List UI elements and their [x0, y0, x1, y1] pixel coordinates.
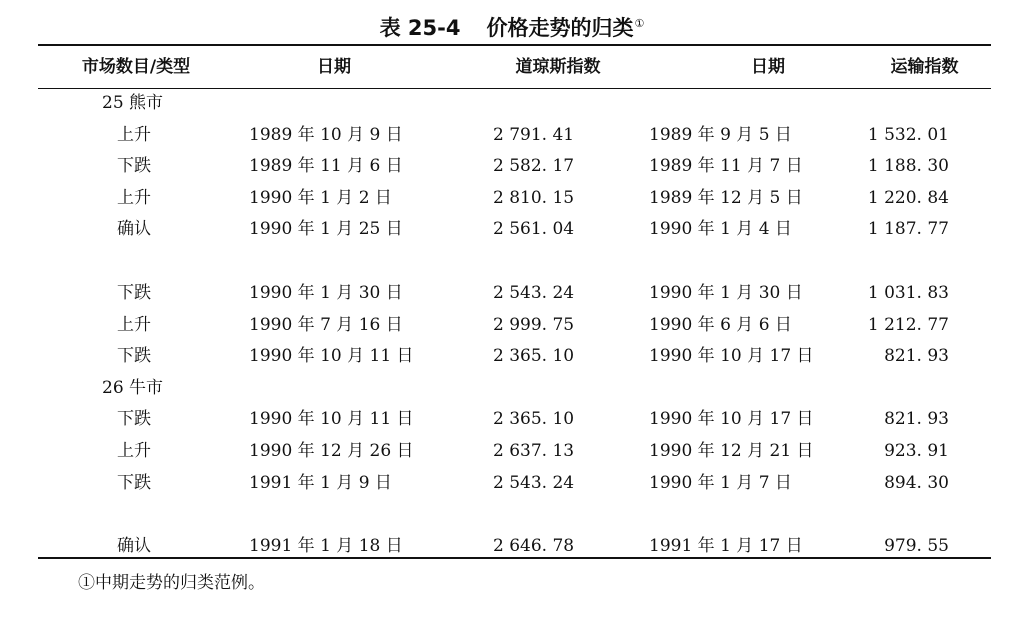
transport-date: 1990 年 1 月 4 日: [649, 219, 792, 240]
footnote-marker: ①: [634, 17, 645, 30]
trend-type: 上升: [117, 187, 151, 208]
transport-index: 821. 93: [884, 346, 949, 367]
transport-date: 1990 年 1 月 7 日: [649, 472, 792, 493]
table-group-row: [38, 373, 991, 405]
trend-type: 上升: [117, 124, 151, 145]
header-dow-date: 日期: [317, 57, 351, 77]
dow-index: 2 810. 15: [493, 187, 575, 208]
transport-date: 1990 年 12 月 21 日: [649, 440, 814, 461]
dow-index: 2 582. 17: [493, 156, 575, 177]
dow-index: 2 999. 75: [493, 314, 575, 335]
transport-index: 1 188. 30: [867, 156, 949, 177]
transport-index: 923. 91: [884, 440, 949, 461]
market-group-label: 25 熊市: [102, 93, 164, 113]
trend-type: 下跌: [117, 346, 151, 367]
trend-type: 下跌: [117, 156, 151, 177]
table-row: [38, 278, 991, 310]
transport-index: 1 220. 84: [867, 187, 949, 208]
dow-date: 1990 年 1 月 2 日: [249, 187, 392, 208]
dow-date: 1990 年 10 月 11 日: [249, 346, 414, 367]
table-row: [38, 341, 991, 373]
trend-type: 下跌: [117, 282, 151, 303]
dow-date: 1989 年 10 月 9 日: [249, 124, 403, 145]
market-group-label: 26 牛市: [102, 377, 164, 398]
table-row: [38, 310, 991, 342]
table-row: [38, 151, 991, 183]
transport-date: 1989 年 9 月 5 日: [649, 124, 792, 145]
table-spacer-row: [38, 246, 991, 278]
table-row: [38, 468, 991, 500]
table-row: [38, 436, 991, 468]
trend-type: 上升: [117, 314, 151, 335]
table-title: 价格走势的归类: [486, 16, 634, 40]
dow-date: 1991 年 1 月 18 日: [249, 536, 403, 557]
table-header: [38, 46, 991, 88]
dow-date: 1990 年 7 月 16 日: [249, 314, 403, 335]
transport-index: 1 031. 83: [867, 282, 949, 303]
trend-type: 下跌: [117, 472, 151, 493]
dow-date: 1990 年 10 月 11 日: [249, 409, 414, 430]
header-transport-index: 运输指数: [890, 57, 959, 77]
transport-index: 1 532. 01: [867, 124, 949, 145]
table-row: [38, 183, 991, 215]
dow-index: 2 543. 24: [493, 472, 575, 493]
table-caption: [0, 6, 1024, 46]
table-row: [38, 214, 991, 246]
table-row: [38, 404, 991, 436]
table-bottom-rule: [38, 557, 991, 559]
dow-date: 1991 年 1 月 9 日: [249, 472, 392, 493]
dow-index: 2 365. 10: [493, 409, 575, 430]
dow-index: 2 543. 24: [493, 282, 575, 303]
dow-date: 1990 年 1 月 25 日: [249, 219, 403, 240]
dow-date: 1990 年 1 月 30 日: [249, 282, 403, 303]
dow-index: 2 365. 10: [493, 346, 575, 367]
transport-date: 1990 年 1 月 30 日: [649, 282, 803, 303]
dow-date: 1990 年 12 月 26 日: [249, 440, 414, 461]
header-transport-date: 日期: [751, 57, 785, 77]
header-market-type: 市场数目/类型: [81, 57, 191, 77]
table-number: 表 25-4: [379, 16, 461, 40]
transport-index: 1 212. 77: [867, 314, 949, 335]
dow-index: 2 637. 13: [493, 440, 575, 461]
transport-date: 1989 年 11 月 7 日: [649, 156, 803, 177]
transport-index: 1 187. 77: [867, 219, 949, 240]
footnote: ①中期走势的归类范例。: [78, 573, 265, 593]
transport-date: 1990 年 6 月 6 日: [649, 314, 792, 335]
dow-date: 1989 年 11 月 6 日: [249, 156, 403, 177]
transport-index: 979. 55: [884, 536, 949, 557]
table-spacer-row: [38, 499, 991, 531]
table-group-row: [38, 88, 991, 120]
dow-index: 2 646. 78: [493, 536, 575, 557]
transport-date: 1989 年 12 月 5 日: [649, 187, 803, 208]
transport-date: 1990 年 10 月 17 日: [649, 409, 814, 430]
header-dow-index: 道琼斯指数: [515, 57, 601, 77]
trend-type: 确认: [117, 536, 151, 557]
table-row: [38, 120, 991, 152]
trend-type: 下跌: [117, 409, 151, 430]
transport-date: 1990 年 10 月 17 日: [649, 346, 814, 367]
dow-index: 2 791. 41: [493, 124, 575, 145]
dow-index: 2 561. 04: [493, 219, 575, 240]
transport-date: 1991 年 1 月 17 日: [649, 536, 803, 557]
transport-index: 894. 30: [884, 472, 949, 493]
trend-type: 上升: [117, 440, 151, 461]
transport-index: 821. 93: [884, 409, 949, 430]
table-body: [38, 88, 991, 563]
trend-type: 确认: [117, 219, 151, 240]
